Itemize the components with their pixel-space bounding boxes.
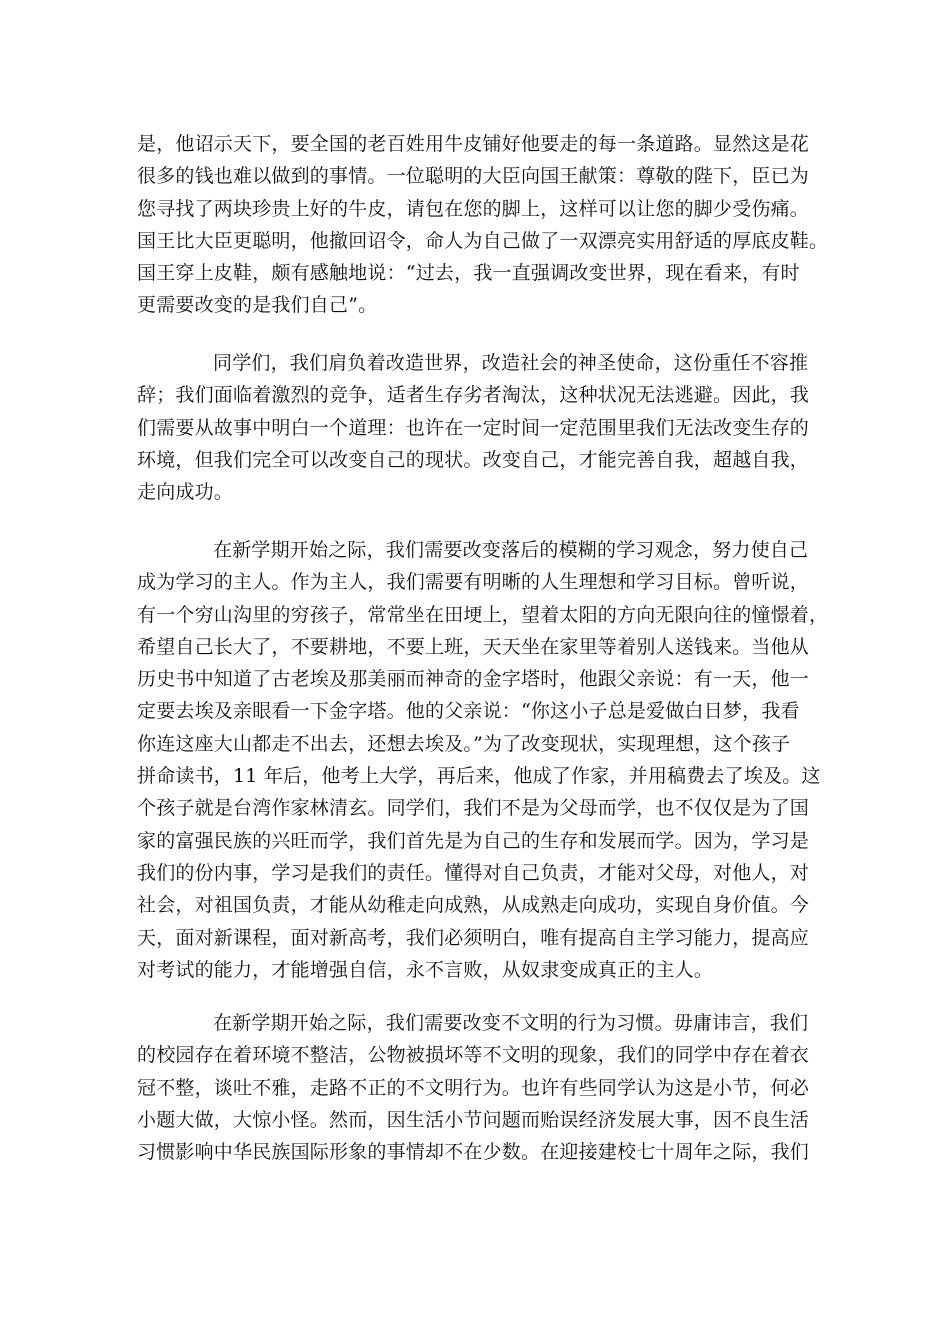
- paragraph-line: 希望自己长大了，不要耕地，不要上班，天天坐在家里等着别人送钱来。当他从: [137, 635, 810, 658]
- paragraph-2: [137, 347, 837, 508]
- paragraph-line: 们需要从故事中明白一个道理：也许在一定时间一定范围里我们无法改变生存的: [137, 416, 810, 439]
- paragraph-line: 习惯影响中华民族国际形象的事情却不在少数。在迎接建校七十周年之际，我们: [137, 1141, 810, 1164]
- paragraph-line: 在新学期开始之际，我们需要改变落后的模糊的学习观念，努力使自己: [213, 539, 809, 561]
- paragraph-line: 个孩子就是台湾作家林清玄。同学们，我们不是为父母而学，也不仅仅是为了国: [137, 797, 810, 820]
- paragraph-1: [137, 128, 837, 322]
- paragraph-line: 更需要改变的是我们自己”。: [137, 294, 378, 317]
- paragraph-line: 国王穿上皮鞋，颇有感触地说：“过去，我一直强调改变世界，现在看来，有时: [137, 262, 800, 285]
- paragraph-line: 家的富强民族的兴旺而学，我们首先是为自己的生存和发展而学。因为，学习是: [137, 829, 810, 852]
- paragraph-line: 天，面对新课程，面对新高考，我们必须明白，唯有提高自主学习能力，提高应: [137, 926, 810, 949]
- paragraph-line: 在新学期开始之际，我们需要改变不文明的行为习惯。毋庸讳言，我们: [213, 1012, 809, 1034]
- paragraph-line: 成为学习的主人。作为主人，我们需要有明晰的人生理想和学习目标。曾听说，: [137, 571, 810, 594]
- paragraph-line: 你连这座大山都走不出去，还想去埃及。”为了改变现状，实现理想，这个孩子: [137, 732, 791, 755]
- paragraph-line: 同学们，我们肩负着改造世界，改造社会的神圣使命，这份重任不容推: [213, 352, 809, 374]
- paragraph-line: 很多的钱也难以做到的事情。一位聪明的大臣向国王献策：尊敬的陛下，臣已为: [137, 165, 810, 188]
- paragraph-line: 历史书中知道了古老埃及那美丽而神奇的金字塔时，他跟父亲说：有一天，他一: [137, 668, 810, 691]
- paragraph-line: 社会，对祖国负责，才能从幼稚走向成熟，从成熟走向成功，实现自身价值。今: [137, 894, 810, 917]
- paragraph-line: 是，他诏示天下，要全国的老百姓用牛皮铺好他要走的每一条道路。显然这是花: [137, 133, 810, 155]
- paragraph-line: 环境，但我们完全可以改变自己的现状。改变自己，才能完善自我，超越自我，: [137, 448, 810, 471]
- paragraph-line: 拼命读书，11 年后，他考上大学，再后来，他成了作家，并用稿费去了埃及。这: [137, 765, 821, 788]
- paragraph-3: [137, 534, 837, 986]
- paragraph-line: 的校园存在着环境不整洁，公物被损坏等不文明的现象，我们的同学中存在着衣: [137, 1044, 810, 1067]
- paragraph-line: 我们的份内事，学习是我们的责任。懂得对自己负责，才能对父母，对他人，对: [137, 861, 810, 884]
- paragraph-line: 国王比大臣更聪明，他撤回诏令，命人为自己做了一双漂亮实用舒适的厚底皮鞋。: [137, 229, 829, 252]
- paragraph-line: 定要去埃及亲眼看一下金字塔。他的父亲说：“你这小子总是爱做白日梦，我看: [137, 700, 800, 723]
- paragraph-line: 小题大做，大惊小怪。然而，因生活小节问题而贻误经济发展大事，因不良生活: [137, 1108, 810, 1131]
- paragraph-line: 有一个穷山沟里的穷孩子，常常坐在田埂上，望着太阳的方向无限向往的憧憬着，: [137, 603, 829, 626]
- paragraph-line: 冠不整，谈吐不雅，走路不正的不文明行为。也许有些同学认为这是小节，何必: [137, 1076, 810, 1099]
- paragraph-line: 您寻找了两块珍贵上好的牛皮，请包在您的脚上，这样可以让您的脚少受伤痛。: [137, 197, 810, 220]
- paragraph-4: [137, 1007, 837, 1168]
- paragraph-line: 对考试的能力，才能增强自信，永不言败，从奴隶变成真正的主人。: [137, 958, 714, 981]
- paragraph-line: 辞；我们面临着激烈的竞争，适者生存劣者淘汰，这种状况无法逃避。因此，我: [137, 384, 810, 407]
- paragraph-line: 走向成功。: [137, 481, 234, 504]
